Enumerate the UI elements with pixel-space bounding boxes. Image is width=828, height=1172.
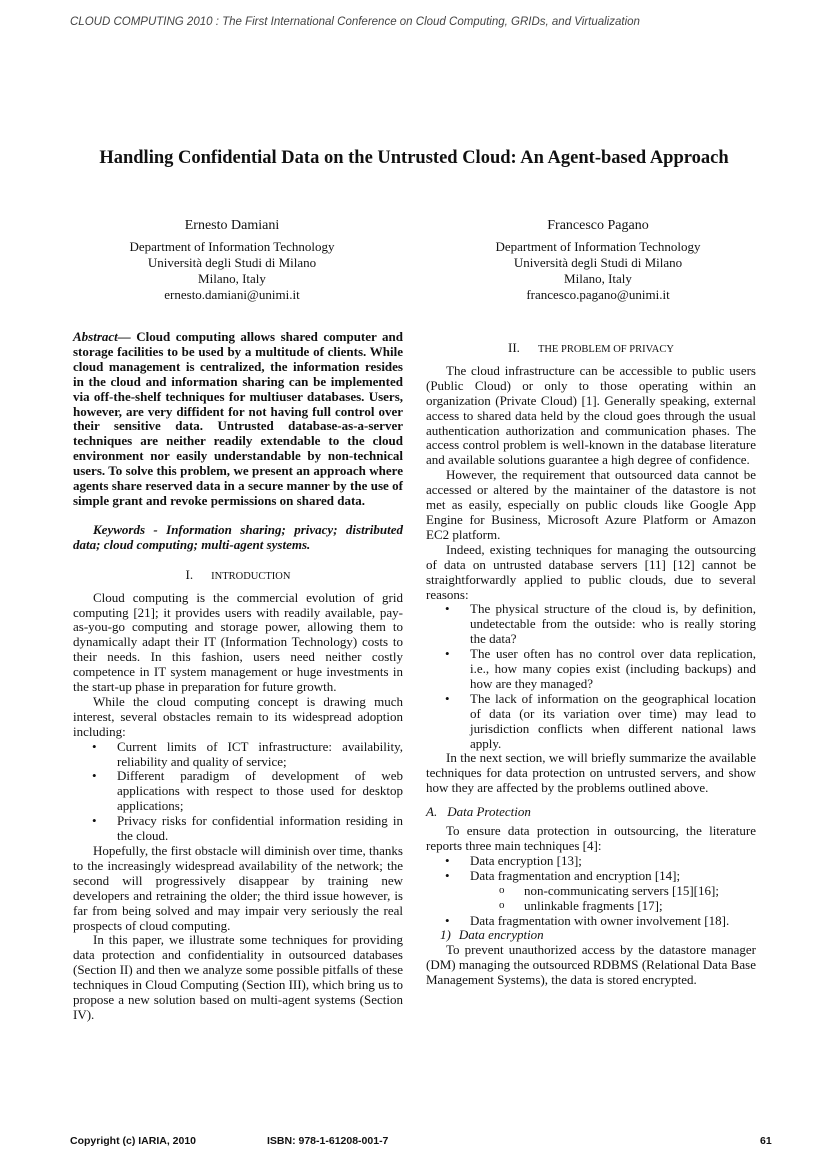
bullet-list — [426, 854, 756, 884]
paragraph: Indeed, existing techniques for managing the outsourcing of data on untrusted database servers [11] [12] cannot be straightforwardly applied to public clouds, due to several reasons: — [426, 541, 756, 602]
author-department: Department of Information Technology — [129, 239, 335, 254]
list-item: • The lack of information on the geographical location of data (or its variation over time) may lead to jurisdiction conflicts when different national laws apply. — [470, 692, 756, 752]
bullet-list — [426, 914, 756, 929]
author-block-1 — [82, 217, 382, 303]
subsection-heading-data-protection — [426, 805, 756, 820]
paragraph: Hopefully, the first obstacle will diminish over time, thanks to the increasingly widespread availability of the network; the second will progressively disappear by training new developers and retraining the older; the third issue however, is far from being solved and may impair very seriously the real prospects of cloud computing. — [73, 843, 403, 933]
subsection-title: Data Protection — [447, 804, 531, 820]
list-item: • Privacy risks for confidential information residing in the cloud. — [117, 814, 403, 844]
right-column — [426, 330, 756, 988]
paragraph: The cloud infrastructure can be accessible to public users (Public Cloud) or only to those operating within an organization (Private Cloud) [1]. Generally speaking, external access to shared data held by the cloud goes through the usual authentication authorization and communication phases. The access control problem is well-known in the database literature and available solutions guarantee a high degree of confidence. — [426, 362, 756, 468]
author-city: Milano, Italy — [198, 271, 266, 286]
section-number: I. — [185, 566, 194, 582]
subsubsection-number: 1) — [440, 927, 451, 943]
paragraph: To prevent unauthorized access by the datastore manager (DM) managing the outsourced RDBMS (Relational Data Base Management Systems), the data is stored encrypted. — [426, 942, 756, 988]
author-email: francesco.pagano@unimi.it — [526, 287, 670, 302]
list-item: • The user often has no control over data replication, i.e., how many copies exist (including backups) and how are they managed? — [470, 647, 756, 692]
list-item: • Data fragmentation and encryption [14]; — [470, 869, 756, 884]
footer-isbn: ISBN: 978-1-61208-001-7 — [267, 1135, 389, 1147]
paragraph: However, the requirement that outsourced data cannot be accessed or altered by the maintainer of the datastore is not met as easily, especially on public clouds like Google App Engine for Business, Microsoft Azure Platform or Amazon EC2 platform. — [426, 467, 756, 542]
author-name: Ernesto Damiani — [184, 218, 280, 233]
section-number: II. — [508, 340, 520, 355]
page-number: 61 — [760, 1135, 772, 1147]
paragraph: To ensure data protection in outsourcing, the literature reports three main techniques [4]: — [426, 823, 756, 853]
abstract-label: Abstract— — [73, 329, 131, 344]
author-department: Department of Information Technology — [495, 239, 701, 254]
section-title: THE PROBLEM OF PRIVACY — [537, 344, 674, 355]
subsubsection-heading-data-encryption — [440, 928, 756, 943]
author-university: Università degli Studi di Milano — [513, 255, 683, 270]
paragraph: Cloud computing is the commercial evolution of grid computing [21]; it provides users with readily available, pay-as-you-go computing and storage power, allowing them to dynamically adapt their IT (Information Technology) costs to their needs. In this fashion, users need neither costly competence in IT system management or huge investments in the start-up phase in preparation for future growth. — [73, 589, 403, 695]
list-item: • Different paradigm of development of web applications with respect to those used for desktop applications; — [117, 769, 403, 814]
paragraph: While the cloud computing concept is drawing much interest, several obstacles remain to its widespread adoption including: — [73, 693, 403, 739]
sub-list — [426, 884, 756, 914]
list-item: • The physical structure of the cloud is, by definition, undetectable from the outside: who is really storing the data? — [470, 602, 756, 647]
abstract-text: Cloud computing allows shared computer and storage facilities to be used by a multitude of clients. While cloud management is centralized, the information resides in the cloud and information sharing can be implemented via off-the-shelf techniques for multiuser databases. Users, however, are very diffident for not having full control over their sensitive data. Untrusted database-as-a-server techniques are neither readily extendable to the cloud environment nor easily understandable by non-technical users. To solve this problem, we present an approach where agents share reserved data in a secure manner by the use of simple grant and revoke permissions on shared data. — [73, 329, 404, 508]
bullet-list — [73, 740, 403, 844]
paragraph: In the next section, we will briefly summarize the available techniques for data protection on untrusted servers, and show how they are affected by the problems outlined above. — [426, 750, 756, 796]
bullet-list — [426, 602, 756, 751]
footer-copyright: Copyright (c) IARIA, 2010 — [70, 1135, 197, 1147]
keywords: Keywords - Information sharing; privacy; distributed data; cloud computing; multi-agent systems. — [73, 521, 403, 552]
list-item: • Current limits of ICT infrastructure: availability, reliability and quality of service; — [117, 740, 403, 770]
author-email: ernesto.damiani@unimi.it — [164, 287, 300, 302]
subsection-letter: A. — [426, 804, 438, 820]
subsubsection-title: Data encryption — [458, 927, 544, 943]
abstract — [73, 330, 403, 509]
list-item: • Data encryption [13]; — [470, 854, 756, 869]
section-heading-introduction — [73, 568, 403, 585]
section-title: INTRODUCTION — [211, 570, 291, 582]
author-university: Università degli Studi di Milano — [147, 255, 317, 270]
sub-list-item: o unlinkable fragments [17]; — [524, 899, 756, 914]
section-heading-privacy — [426, 341, 756, 358]
author-block-2 — [448, 217, 748, 303]
list-item: • Data fragmentation with owner involvement [18]. — [470, 914, 756, 929]
left-column — [73, 330, 403, 1023]
running-header: CLOUD COMPUTING 2010 : The First International Conference on Cloud Computing, GRIDs, and Virtualization — [70, 16, 640, 28]
paper-title: Handling Confidential Data on the Untrusted Cloud: An Agent-based Approach — [99, 148, 729, 168]
paragraph: In this paper, we illustrate some techniques for providing data protection and confidentiality in outsourced databases (Section II) and then we analyze some possible pitfalls of these techniques in Cloud Computing (Section III), which bring us to propose a new solution based on multi-agent systems (Section IV). — [73, 932, 404, 1022]
author-city: Milano, Italy — [564, 271, 632, 286]
sub-list-item: o non-communicating servers [15][16]; — [524, 884, 756, 899]
author-name: Francesco Pagano — [547, 218, 649, 233]
